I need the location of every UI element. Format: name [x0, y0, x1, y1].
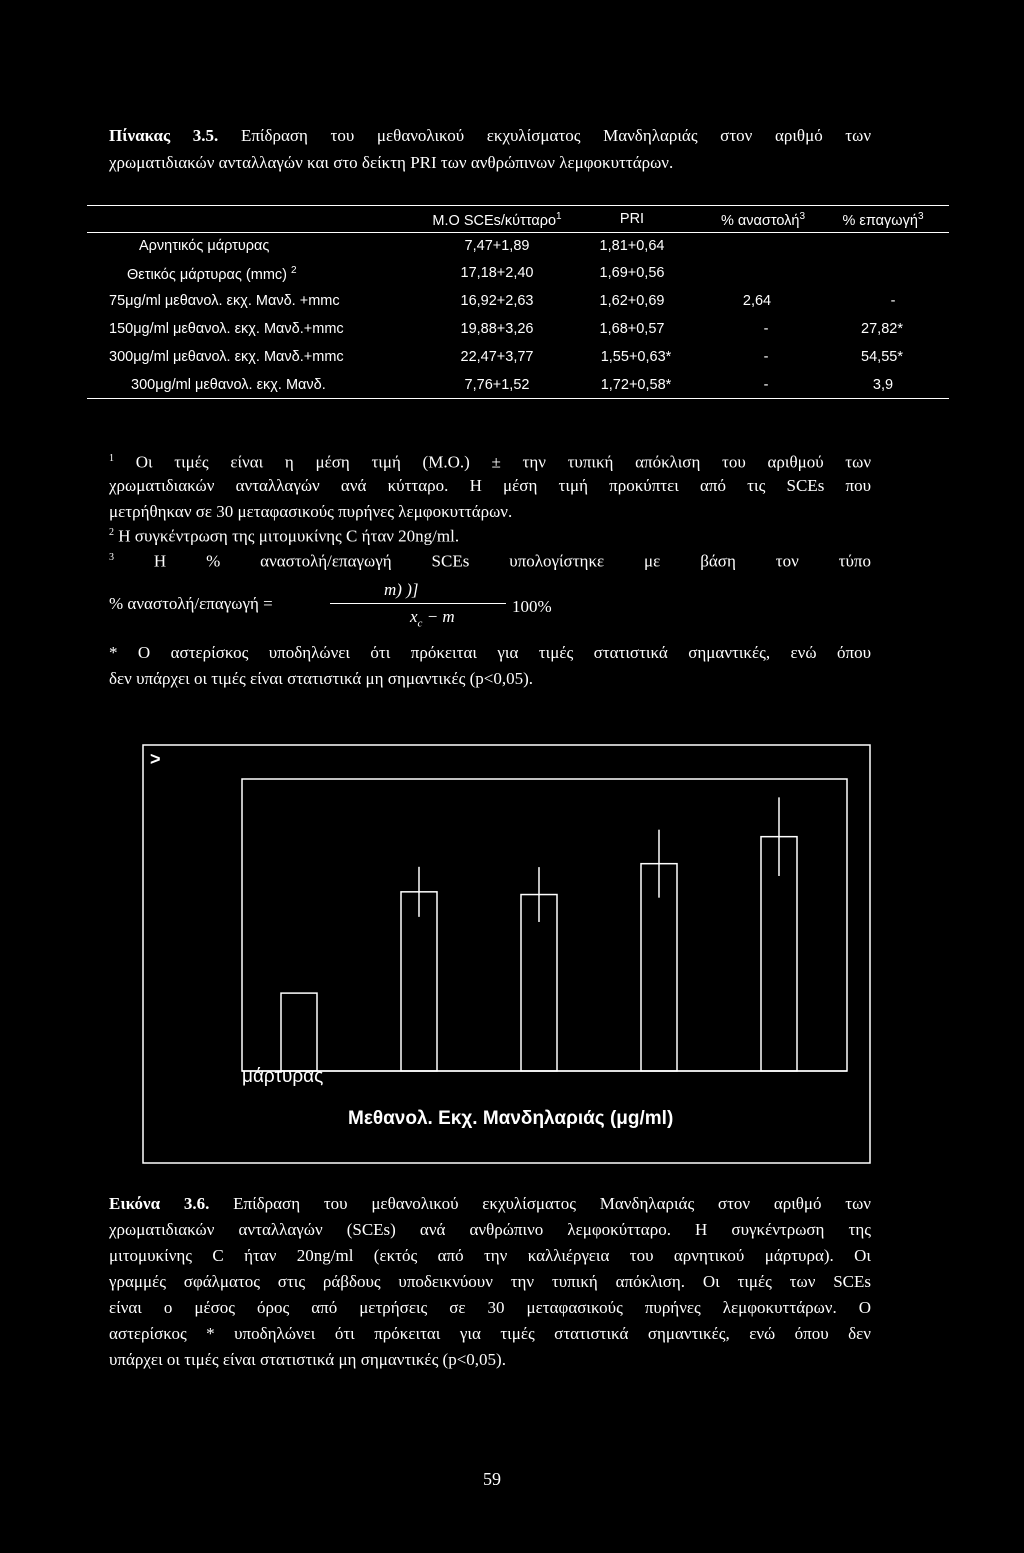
- figure-caption-line1: Εικόνα 3.6. Επίδραση του μεθανολικού εκχυλίσματος Μανδηλαριάς στον αριθμό των: [109, 1194, 871, 1213]
- row-inhibition: -: [763, 349, 769, 365]
- row-inhibition: -: [763, 321, 769, 337]
- row-label: Θετικός μάρτυρας (mmc) $^2$: [127, 265, 297, 283]
- row-pri: 1,55+0,63*: [600, 349, 672, 365]
- row-pri: 1,72+0,58*: [600, 377, 672, 393]
- plot-area: [242, 779, 847, 1071]
- row-induction: 54,55*: [861, 349, 903, 365]
- figure-caption-line5: είναι ο μέσος όρος από μετρήσεις σε 30 μεταφασικούς πυρήνες λεμφοκυττάρων. Ο: [109, 1298, 871, 1317]
- category-label-control: μάρτυρας: [242, 1066, 324, 1087]
- row-sces: 19,88+3,26: [460, 321, 534, 337]
- asterisk-note-line2: δεν υπάρχει οι τιμές είναι στατιστικά μη σημαντικές (p<0,05).: [109, 669, 534, 688]
- row-inhibition: 2,64: [742, 293, 772, 309]
- asterisk-note-line1: * Ο αστερίσκος υποδηλώνει ότι πρόκειται για τιμές στατιστικά σημαντικές, ενώ όπου: [109, 643, 871, 662]
- row-pri: 1,68+0,57: [599, 321, 665, 337]
- formula-rhs: 100%: [512, 597, 552, 616]
- formula-denominator: $x_c - m$: [410, 607, 455, 630]
- figure-caption-label: Εικόνα 3.6.: [109, 1194, 210, 1213]
- table-header-rule: [87, 232, 949, 233]
- footnote-3: $^3$ Η % αναστολή/επαγωγή SCEs υπολογίστηκε με βάση τον τύπο: [109, 551, 871, 571]
- row-label: Αρνητικός μάρτυρας: [139, 238, 270, 254]
- figure-caption-line7: υπάρχει οι τιμές είναι στατιστικά μη σημαντικές (p<0,05).: [109, 1350, 506, 1369]
- figure-caption-line3: μιτομυκίνης C ήταν 20ng/ml (εκτός από την καλλιέργεια του αρνητικού μάρτυρα). Οι: [109, 1246, 871, 1265]
- formula-fraction-bar: [330, 603, 506, 604]
- row-sces: 7,76+1,52: [464, 377, 530, 393]
- header-sces: Μ.Ο SCEs/κύτταρο$^1$: [432, 211, 562, 229]
- table-top-rule: [87, 205, 949, 206]
- footnote-1-line2: χρωματιδιακών ανταλλαγών ανά κύτταρο. Η μέση τιμή προκύπτει από τις SCEs που: [109, 476, 871, 495]
- row-pri: 1,69+0,56: [599, 265, 665, 281]
- chart-svg: [142, 744, 871, 1164]
- bar-0: [281, 993, 317, 1071]
- bar-1: [401, 892, 437, 1071]
- chart-marker: >: [150, 749, 161, 769]
- row-sces: 17,18+2,40: [460, 265, 534, 281]
- header-pri: PRI: [619, 211, 645, 227]
- row-induction: 27,82*: [861, 321, 903, 337]
- row-sces: 22,47+3,77: [460, 349, 534, 365]
- row-sces: 16,92+2,63: [460, 293, 534, 309]
- row-pri: 1,81+0,64: [599, 238, 665, 254]
- row-induction: -: [890, 293, 896, 309]
- bars-group: [281, 797, 797, 1071]
- row-induction: 3,9: [872, 377, 894, 393]
- table-caption-label: Πίνακας 3.5.: [109, 126, 219, 145]
- table-bottom-rule: [87, 398, 949, 399]
- row-label: 300μg/ml μεθανολ. εκχ. Μανδ.: [131, 377, 326, 393]
- row-label: 300μg/ml μεθανολ. εκχ. Μανδ.+mmc: [109, 349, 344, 365]
- figure-caption-line6: αστερίσκος * υποδηλώνει ότι πρόκειται για τιμές στατιστικά σημαντικές, ενώ όπου δεν: [109, 1324, 871, 1343]
- figure-caption-line2: χρωματιδιακών ανταλλαγών (SCEs) ανά ανθρώπινο λεμφοκύτταρο. Η συγκέντρωση της: [109, 1220, 871, 1239]
- figure-caption-line4: γραμμές σφάλματος στις ράβδους υποδεικνύουν την τυπική απόκλιση. Οι τιμές των SCEs: [109, 1272, 871, 1291]
- page-number: 59: [483, 1469, 501, 1489]
- formula-numerator: m) )]: [384, 580, 419, 599]
- table-caption-line2: χρωματιδιακών ανταλλαγών και στο δείκτη PRI των ανθρώπινων λεμφοκυττάρων.: [109, 153, 674, 172]
- table-caption-line1: Πίνακας 3.5. Επίδραση του μεθανολικού εκχυλίσματος Μανδηλαριάς στον αριθμό των: [109, 126, 872, 145]
- row-sces: 7,47+1,89: [464, 238, 530, 254]
- bar-chart: [142, 744, 871, 1164]
- formula-lhs: % αναστολή/επαγωγή =: [109, 594, 273, 613]
- header-induction: % επαγωγή$^3$: [842, 211, 924, 229]
- row-label: 75μg/ml μεθανολ. εκχ. Μανδ. +mmc: [109, 293, 340, 309]
- row-pri: 1,62+0,69: [599, 293, 665, 309]
- footnote-2: $^2$ Η συγκέντρωση της μιτομυκίνης C ήταν 20ng/ml.: [109, 526, 460, 546]
- row-label: 150μg/ml μεθανολ. εκχ. Μανδ.+mmc: [109, 321, 344, 337]
- footnote-1-line3: μετρήθηκαν σε 30 μεταφασικούς πυρήνες λεμφοκυττάρων.: [109, 502, 513, 521]
- footnote-1-line1: $^1$ Οι τιμές είναι η μέση τιμή (Μ.Ο.) ± την τυπική απόκλιση του αριθμού των: [109, 452, 872, 472]
- row-inhibition: -: [763, 377, 769, 393]
- header-inhibition: % αναστολή$^3$: [720, 211, 806, 229]
- x-axis-label: Μεθανολ. Εκχ. Μανδηλαριάς (μg/ml): [348, 1108, 674, 1129]
